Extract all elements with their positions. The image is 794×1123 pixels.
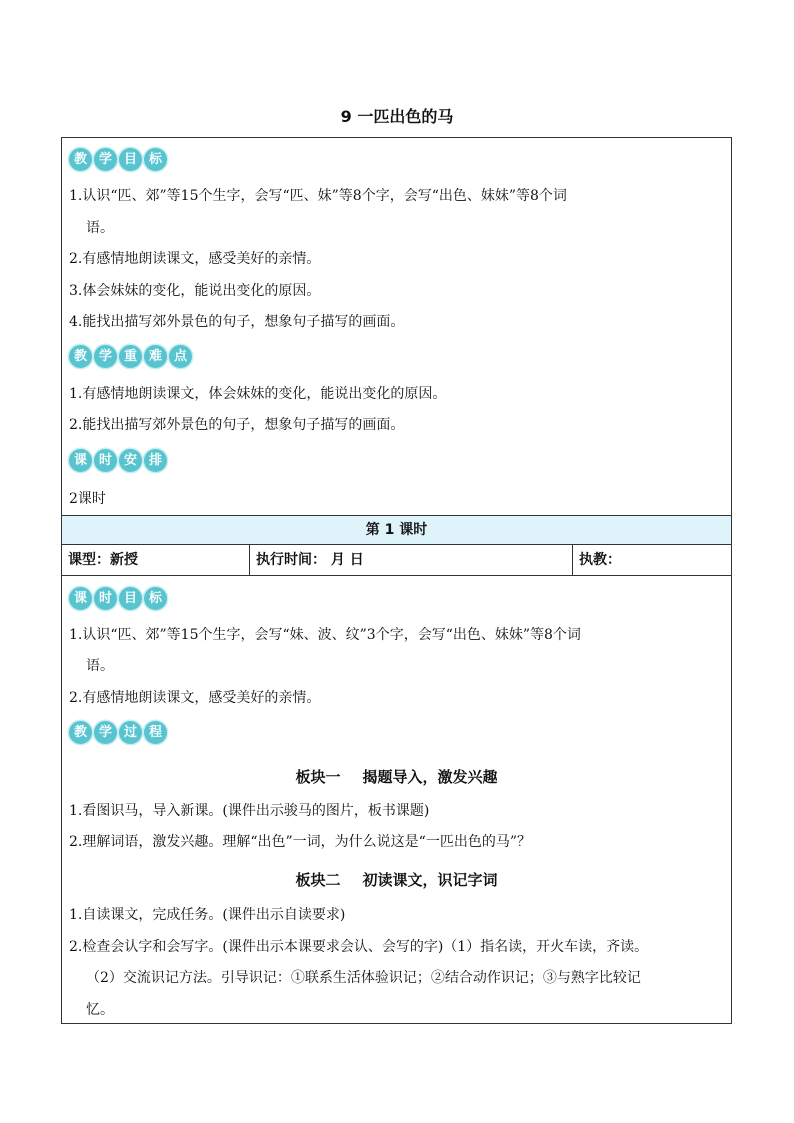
schedule-tag (69, 449, 167, 475)
block-two-line: 1.自读课文，完成任务。(课件出示自读要求) (69, 907, 346, 923)
schedule-text: 2课时 (69, 491, 106, 507)
lesson-meta-row (62, 545, 731, 576)
block-two-heading: 初读课文，识记字词 (362, 871, 498, 889)
lesson-goal-line: 1.认识“匹、郊”等15个生字，会写“妹、波、纹”3个字，会写“出色、妹妹”等8个词 (69, 627, 581, 643)
tag-char: 点 (169, 345, 192, 368)
key-point-line: 1.有感情地朗读课文，体会妹妹的变化，能说出变化的原因。 (69, 386, 447, 402)
tag-char: 课 (69, 587, 92, 610)
tag-char: 学 (94, 148, 117, 171)
tag-char: 标 (144, 148, 167, 171)
lesson-plan-table (61, 137, 732, 1024)
block-one-label: 板块一 (295, 768, 341, 786)
tag-char: 教 (69, 721, 92, 744)
block-one-line: 1.看图识马，导入新课。(课件出示骏马的图片，板书课题) (69, 803, 430, 819)
block-two-title (62, 869, 731, 890)
tag-char: 安 (119, 449, 142, 472)
block-one-line: 2.理解词语，激发兴趣。理解“出色”一词，为什么说这是“一匹出色的马”？ (69, 834, 531, 850)
tag-char: 学 (94, 345, 117, 368)
teaching-process-tag (69, 721, 167, 747)
block-two-line: （2）交流识记方法。引导识记：①联系生活体验识记；②结合动作识记；③与熟字比较记 (86, 970, 641, 986)
tag-char: 重 (119, 345, 142, 368)
tag-char: 学 (94, 721, 117, 744)
teacher: 执教： (579, 552, 621, 568)
goal-line: 3.体会妹妹的变化，能说出变化的原因。 (69, 283, 321, 299)
execution-time: 执行时间： 月 日 (250, 545, 573, 575)
tag-char: 难 (144, 345, 167, 368)
tag-char: 过 (119, 721, 142, 744)
tag-char: 目 (119, 148, 142, 171)
tag-char: 目 (119, 587, 142, 610)
goal-line: 2.有感情地朗读课文，感受美好的亲情。 (69, 251, 321, 267)
tag-char: 标 (144, 587, 167, 610)
tag-char: 教 (69, 148, 92, 171)
goal-line: 语。 (86, 220, 114, 236)
goal-line: 1.认识“匹、郊”等15个生字，会写“匹、妹”等8个字，会写“出色、妹妹”等8个词 (69, 188, 567, 204)
lesson-goals-tag (69, 587, 167, 613)
key-points-tag (69, 345, 192, 371)
lesson-goal-line: 2.有感情地朗读课文，感受美好的亲情。 (69, 690, 321, 706)
teaching-goals-tag (69, 148, 167, 174)
tag-char: 课 (69, 449, 92, 472)
lesson-band: 第 1 课时 (62, 515, 731, 545)
tag-char: 教 (69, 345, 92, 368)
block-two-label: 板块二 (295, 871, 341, 889)
tag-char: 程 (144, 721, 167, 744)
key-point-line: 2.能找出描写郊外景色的句子，想象句子描写的画面。 (69, 417, 405, 433)
goal-line: 4.能找出描写郊外景色的句子，想象句子描写的画面。 (69, 314, 405, 330)
block-one-title (62, 766, 731, 787)
block-two-line: 2.检查会认字和会写字。(课件出示本课要求会认、会写的字)（1）指名读，开火车读，齐读。 (69, 939, 649, 955)
block-one-heading: 揭题导入，激发兴趣 (362, 768, 498, 786)
lesson-goal-line: 语。 (86, 658, 114, 674)
tag-char: 排 (144, 449, 167, 472)
tag-char: 时 (94, 449, 117, 472)
block-two-line: 忆。 (86, 1002, 114, 1018)
tag-char: 时 (94, 587, 117, 610)
page-title: 9 一匹出色的马 (340, 107, 454, 126)
lesson-type: 课型：新授 (62, 545, 250, 575)
